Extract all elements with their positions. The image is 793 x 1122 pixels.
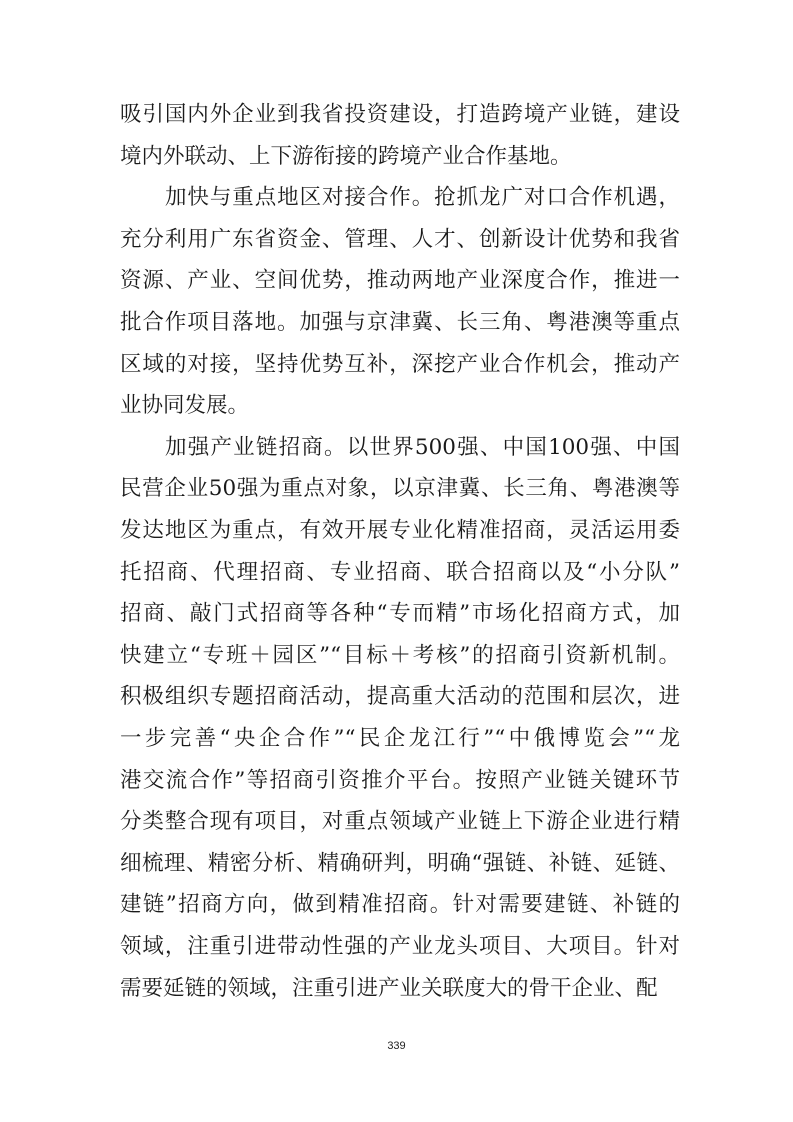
paragraph-2-line-4: 批合作项目落地。加强与京津冀、长三角、粤港澳等重点 bbox=[120, 310, 680, 335]
paragraph-3-line-4: 托招商、代理招商、专业招商、联合招商以及“小分队” bbox=[120, 559, 680, 585]
paragraph-2-line-5: 区域的对接，坚持优势互补，深挖产业合作机会，推动产 bbox=[120, 351, 680, 377]
paragraph-3-line-1: 加强产业链招商。以世界500强、中国100强、中国 bbox=[165, 434, 680, 460]
paragraph-3-line-10: 分类整合现有项目，对重点领域产业链上下游企业进行精 bbox=[120, 809, 680, 835]
page-number: 339 bbox=[387, 1040, 406, 1052]
paragraph-3-line-11: 细梳理、精密分析、精确研判，明确“强链、补链、延链、 bbox=[120, 850, 680, 876]
paragraph-3-line-9: 港交流合作”等招商引资推介平台。按照产业链关键环节 bbox=[120, 767, 680, 793]
paragraph-2-line-6: 业协同发展。 bbox=[120, 393, 250, 419]
paragraph-3-line-3: 发达地区为重点，有效开展专业化精准招商，灵活运用委 bbox=[120, 518, 680, 543]
paragraph-2-line-2: 充分利用广东省资金、管理、人才、创新设计优势和我省 bbox=[120, 226, 680, 252]
paragraph-3-line-2: 民营企业50强为重点对象，以京津冀、长三角、粤港澳等 bbox=[120, 476, 680, 502]
paragraph-2-line-1: 加快与重点地区对接合作。抢抓龙广对口合作机遇， bbox=[165, 185, 680, 211]
paragraph-2-line-3: 资源、产业、空间优势，推动两地产业深度合作，推进一 bbox=[120, 268, 680, 294]
paragraph-3-line-5: 招商、敲门式招商等各种“专而精”市场化招商方式，加 bbox=[120, 601, 680, 627]
paragraph-3-line-6: 快建立“专班＋园区”“目标＋考核”的招商引资新机制。 bbox=[120, 642, 680, 668]
paragraph-3-line-13: 领域，注重引进带动性强的产业龙头项目、大项目。针对 bbox=[120, 934, 680, 959]
paragraph-3-line-7: 积极组织专题招商活动，提高重大活动的范围和层次，进 bbox=[120, 684, 680, 710]
paragraph-1-line-2: 境内外联动、上下游衔接的跨境产业合作基地。 bbox=[120, 143, 572, 169]
paragraph-3-line-12: 建链”招商方向，做到精准招商。针对需要建链、补链的 bbox=[120, 892, 680, 918]
paragraph-3-line-14: 需要延链的领域，注重引进产业关联度大的骨干企业、配 bbox=[120, 975, 658, 1001]
paragraph-3-line-8: 一步完善“央企合作”“民企龙江行”“中俄博览会”“龙 bbox=[120, 726, 680, 751]
paragraph-1-line-1: 吸引国内外企业到我省投资建设，打造跨境产业链，建设 bbox=[120, 102, 680, 127]
